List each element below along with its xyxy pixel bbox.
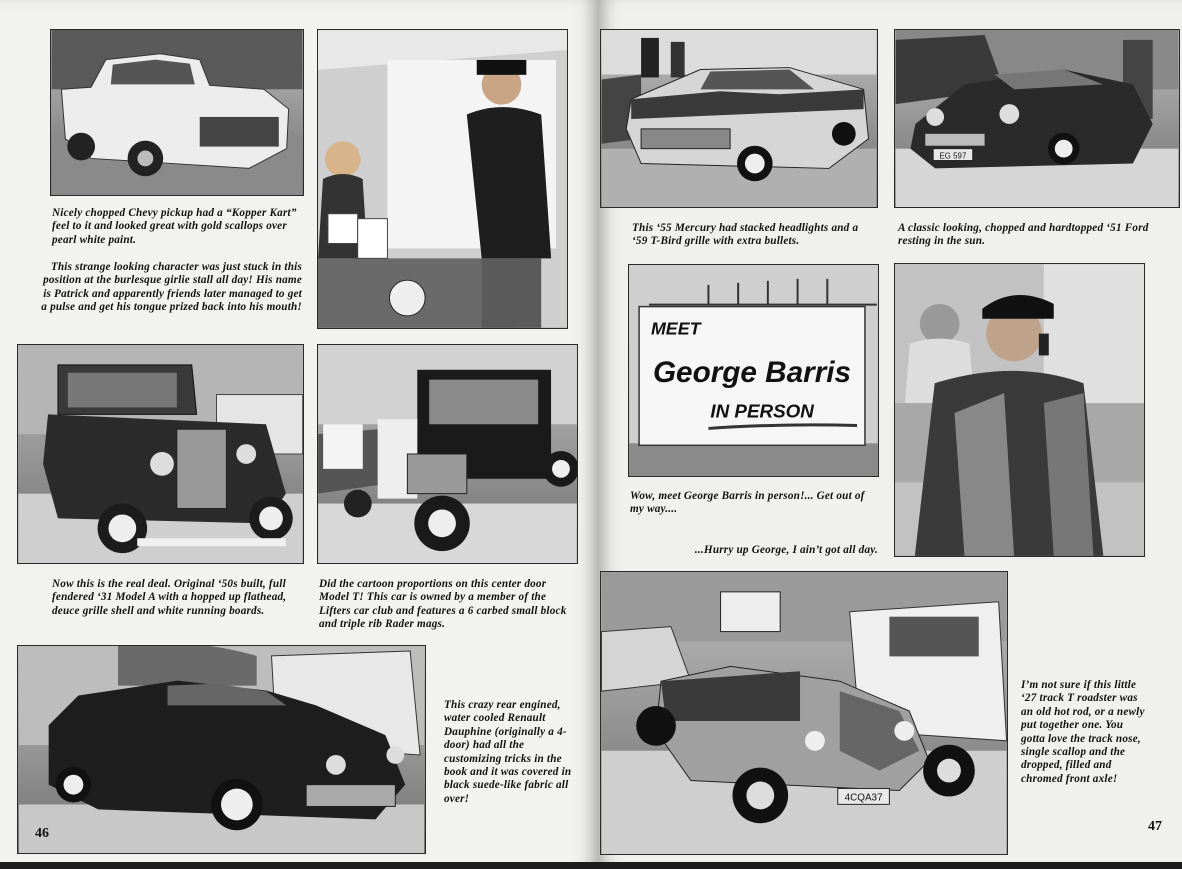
- chevy-pickup-image: [51, 30, 303, 195]
- photo-ford51: [894, 29, 1180, 208]
- mercury-image: [601, 30, 877, 207]
- caption-track-t: I’m not sure if this little ‘27 track T roadster was an old hot rod, or a newly put together one. You gotta love the track nose, single scallop and the dropped, filled and chromed front axle!: [1021, 679, 1145, 785]
- patrick-stall-image: [318, 30, 567, 328]
- photo-model-t: [317, 344, 578, 564]
- caption-model-a: Now this is the real deal. Original ‘50s built, full fendered ‘31 Model A with a hopped up flathead, deuce grille shell and white running boards.: [52, 578, 287, 617]
- photo-barris-sign: [628, 264, 879, 477]
- model-t-image: [318, 345, 577, 563]
- barris-phone-image: [895, 264, 1144, 556]
- caption-mercury: This ‘55 Mercury had stacked headlights and a ‘59 T-Bird grille with extra bullets.: [632, 222, 859, 248]
- photo-renault: [17, 645, 426, 854]
- photo-patrick-stall: [317, 29, 568, 329]
- caption-ford51: A classic looking, chopped and hardtopped ‘51 Ford resting in the sun.: [898, 222, 1149, 248]
- sign-in-person: IN PERSON: [710, 400, 814, 422]
- photo-track-t: [600, 571, 1008, 855]
- model-a-image: [18, 345, 303, 563]
- sign-meet: MEET: [650, 318, 701, 339]
- sign-george-barris: George Barris: [652, 355, 852, 389]
- page-number-left: 46: [35, 826, 49, 841]
- caption-patrick: This strange looking character was just stuck in this position at the burlesque girlie stall all day! His name is Patrick and apparently friends later managed to get a pulse and get his tongue prized back into his mouth!: [41, 261, 302, 314]
- photo-mercury: [600, 29, 878, 208]
- ford51-image: [895, 30, 1179, 207]
- caption-barris-2: ...Hurry up George, I ain’t got all day.: [694, 544, 878, 556]
- caption-renault: This crazy rear engined, water cooled Renault Dauphine (originally a 4-door) had all the customizing tricks in the book and it was covered in black suede-like fabric all over!: [444, 699, 572, 805]
- page-number-right: 47: [1148, 819, 1162, 834]
- photo-barris-phone: [894, 263, 1145, 557]
- track-t-plate: 4CQA37: [844, 792, 883, 804]
- caption-barris-1: Wow, meet George Barris in person!... Get out of my way....: [630, 490, 865, 516]
- renault-image: [18, 646, 425, 853]
- caption-chevy-pickup: Nicely chopped Chevy pickup had a “Kopper Kart” feel to it and looked great with gold scallops over pearl white paint.: [52, 207, 297, 246]
- photo-chevy-pickup: [50, 29, 304, 196]
- barris-sign-image: [629, 265, 878, 476]
- ford51-plate: EG 597: [939, 151, 967, 161]
- photo-model-a: [17, 344, 304, 564]
- track-t-image: [601, 572, 1007, 854]
- caption-model-t: Did the cartoon proportions on this center door Model T! This car is owned by a member of the Lifters car club and features a 6 carbed small block and triple rib Rader mags.: [319, 578, 567, 631]
- bottom-edge: [0, 862, 1182, 869]
